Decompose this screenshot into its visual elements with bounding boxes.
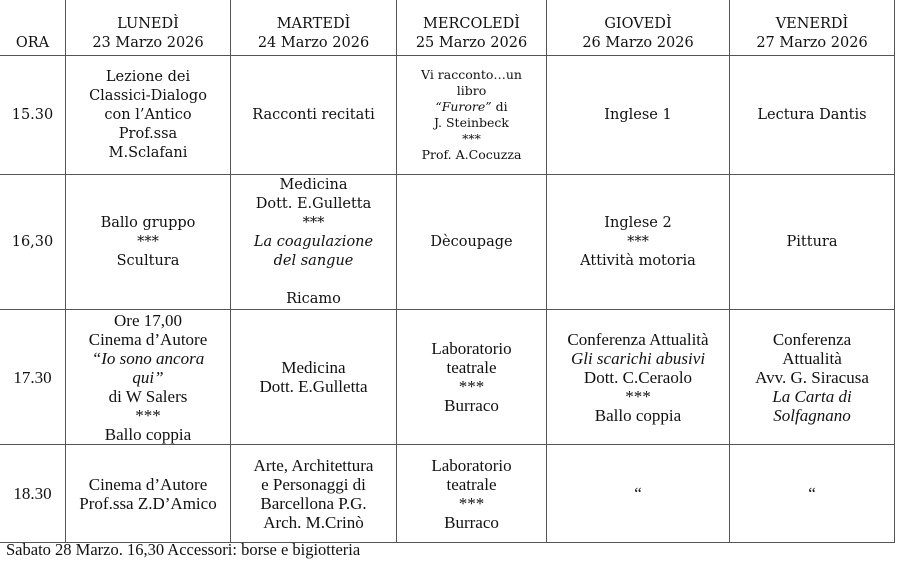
cell-line: [399, 83, 544, 99]
cell-line: [233, 513, 394, 532]
text-segment: Prof. A.Cocuzza: [421, 147, 522, 162]
text-segment: Arch. M.Crinò: [263, 512, 364, 532]
cell-line: [233, 252, 394, 271]
text-segment: Vi racconto…un: [421, 67, 522, 82]
text-segment: Barcellona P.G.: [260, 493, 367, 513]
cell-line: [68, 87, 228, 106]
header-day: MERCOLEDÌ: [423, 16, 520, 32]
text-segment: qui”: [132, 367, 164, 387]
text-segment: Ballo coppia: [104, 424, 192, 444]
text-segment: Laboratorio: [431, 339, 512, 358]
cell-line: [732, 406, 892, 425]
time-cell: 17.30: [0, 310, 66, 445]
text-segment: “Io sono ancora: [91, 348, 205, 368]
text-segment: Medicina: [281, 358, 346, 377]
cell-line: [233, 106, 394, 125]
table-row: [0, 175, 895, 310]
cell-venerdi: [730, 445, 895, 543]
text-segment: M.Sclafani: [108, 144, 188, 161]
text-segment: Arte, Architettura: [253, 455, 374, 475]
cell-line: [399, 233, 544, 252]
text-segment: Attività motoria: [580, 252, 696, 269]
cell-line: [732, 233, 892, 252]
cell-line: [549, 330, 727, 349]
header-date: 24 Marzo 2026: [257, 35, 370, 51]
cell-line: [68, 387, 228, 406]
cell-line: [68, 494, 228, 513]
time-cell: 16,30: [0, 175, 66, 310]
cell-line: [233, 290, 394, 309]
cell-line: [233, 475, 394, 494]
text-segment: di: [491, 99, 508, 114]
text-segment: Ore 17,00: [114, 310, 182, 330]
text-segment: con l’Antico: [104, 106, 192, 123]
text-segment: ***: [458, 377, 485, 396]
text-segment: e Personaggi di: [261, 474, 366, 494]
text-segment: Gli scarichi abusivi: [570, 348, 706, 368]
time-cell: 18.30: [0, 445, 66, 543]
cell-mercoledi: [397, 445, 547, 543]
text-segment: Cinema d’Autore: [88, 474, 208, 494]
text-segment: Ballo coppia: [594, 405, 682, 425]
footer-note: Sabato 28 Marzo. 16,30 Accessori: borse e bigiotteria: [6, 540, 361, 559]
cell-mercoledi: [397, 175, 547, 310]
cell-line: [549, 106, 727, 125]
cell-line: [399, 67, 544, 83]
header-day: LUNEDÌ: [117, 16, 179, 32]
header-ora: ORA: [0, 0, 66, 56]
cell-line: [399, 99, 544, 115]
cell-line: [68, 68, 228, 87]
cell-line: [399, 377, 544, 396]
cell-venerdi: [730, 175, 895, 310]
cell-venerdi: [730, 310, 895, 445]
cell-line: [233, 214, 394, 233]
cell-line: [233, 233, 394, 252]
cell-line: [732, 387, 892, 406]
cell-line: [399, 131, 544, 147]
text-segment: Ricamo: [286, 290, 341, 307]
text-segment: Avv. G. Siracusa: [755, 367, 869, 387]
cell-line: [233, 377, 394, 396]
header-giovedi: [547, 0, 730, 56]
text-segment: Racconti recitati: [252, 106, 375, 123]
header-day: MARTEDÌ: [276, 16, 351, 32]
cell-line: [233, 494, 394, 513]
text-segment: Conferenza: [772, 329, 852, 349]
cell-line: [399, 147, 544, 163]
text-segment: Inglese 1: [604, 106, 672, 123]
cell-line: [233, 195, 394, 214]
cell-line: [399, 115, 544, 131]
cell-mercoledi: [397, 310, 547, 445]
cell-line: [399, 513, 544, 532]
cell-line: [68, 330, 228, 349]
cell-martedi: [231, 445, 397, 543]
text-segment: Burraco: [444, 396, 499, 415]
header-row: [0, 0, 895, 56]
table-row: [0, 56, 895, 175]
header-day: VENERDÌ: [775, 16, 849, 32]
text-segment: Laboratorio: [431, 455, 512, 475]
text-segment: Attualità: [782, 348, 842, 368]
text-segment: Scultura: [116, 252, 180, 269]
cell-line: [399, 339, 544, 358]
cell-line: [233, 358, 394, 377]
text-segment: Dott. E.Gulletta: [259, 377, 368, 396]
cell-giovedi: [547, 310, 730, 445]
text-segment: Solfagnano: [773, 405, 851, 425]
text-segment: La Carta di: [772, 386, 852, 406]
cell-line: [399, 396, 544, 415]
cell-line: [399, 358, 544, 377]
text-segment: Inglese 2: [604, 214, 672, 231]
cell-lunedi: [66, 310, 231, 445]
text-segment: ***: [135, 405, 161, 425]
header-date: 23 Marzo 2026: [92, 35, 204, 51]
header-date: 27 Marzo 2026: [756, 35, 868, 51]
cell-martedi: [231, 56, 397, 175]
cell-line: [732, 106, 892, 125]
cell-line: [549, 252, 727, 271]
cell-line: [732, 484, 892, 503]
text-segment: Medicina: [279, 176, 348, 193]
table-row: [0, 445, 895, 543]
cell-line: [549, 387, 727, 406]
cell-line: [68, 475, 228, 494]
text-segment: Dott. C.Ceraolo: [583, 367, 693, 387]
cell-line: [68, 425, 228, 444]
cell-lunedi: [66, 56, 231, 175]
text-segment: ***: [302, 214, 325, 231]
cell-line: [399, 456, 544, 475]
header-date: 26 Marzo 2026: [582, 35, 694, 51]
cell-line: [549, 484, 727, 503]
cell-line: [68, 214, 228, 233]
cell-martedi: [231, 310, 397, 445]
header-mercoledi: [397, 0, 547, 56]
text-segment: teatrale: [446, 358, 497, 377]
text-segment: del sangue: [273, 252, 354, 269]
text-segment: Burraco: [444, 512, 499, 532]
header-date: 25 Marzo 2026: [415, 35, 528, 51]
cell-line: [68, 106, 228, 125]
cell-line: [68, 311, 228, 330]
cell-line: [549, 406, 727, 425]
cell-line: [549, 214, 727, 233]
header-day: GIOVEDÌ: [604, 16, 672, 32]
text-segment: Lectura Dantis: [757, 106, 867, 123]
text-segment: ***: [137, 233, 159, 250]
text-segment: Dècoupage: [430, 233, 513, 250]
text-segment: teatrale: [446, 474, 497, 494]
cell-line: [399, 494, 544, 513]
cell-line: [68, 368, 228, 387]
cell-venerdi: [730, 56, 895, 175]
text-segment: di W Salers: [108, 386, 188, 406]
header-venerdi: [730, 0, 895, 56]
table-row: [0, 310, 895, 445]
cell-giovedi: [547, 56, 730, 175]
text-segment: ***: [462, 131, 481, 146]
cell-line: [233, 176, 394, 195]
text-segment: Conferenza Attualità: [567, 329, 709, 349]
text-segment: libro: [456, 83, 487, 98]
time-cell: 15.30: [0, 56, 66, 175]
cell-line: [68, 252, 228, 271]
cell-lunedi: [66, 445, 231, 543]
cell-line: [68, 349, 228, 368]
text-segment: La coagulazione: [253, 233, 374, 250]
cell-line: [732, 349, 892, 368]
cell-line: [399, 475, 544, 494]
cell-line: [549, 368, 727, 387]
cell-line: [68, 233, 228, 252]
header-lunedi: [66, 0, 231, 56]
text-segment: Prof.ssa: [118, 125, 178, 142]
text-segment: ***: [627, 233, 649, 250]
text-segment: J. Steinbeck: [434, 115, 509, 130]
cell-line: [549, 233, 727, 252]
text-segment: Ballo gruppo: [100, 214, 196, 231]
cell-martedi: [231, 175, 397, 310]
cell-line: [732, 330, 892, 349]
text-segment: Dott. E.Gulletta: [255, 195, 372, 212]
text-segment: “: [808, 484, 816, 503]
cell-giovedi: [547, 445, 730, 543]
text-segment: Pittura: [786, 233, 838, 250]
cell-mercoledi: [397, 56, 547, 175]
cell-lunedi: [66, 175, 231, 310]
text-segment: “Furore”: [435, 99, 492, 114]
cell-giovedi: [547, 175, 730, 310]
cell-line: [68, 144, 228, 163]
text-segment: ***: [458, 493, 485, 513]
cell-line: [68, 125, 228, 144]
cell-line: [732, 368, 892, 387]
text-segment: Lezione dei: [105, 68, 191, 85]
text-segment: Classici-Dialogo: [89, 87, 207, 104]
header-martedi: [231, 0, 397, 56]
text-segment: Prof.ssa Z.D’Amico: [79, 493, 217, 513]
cell-line: [549, 349, 727, 368]
cell-line: [68, 406, 228, 425]
cell-line: [233, 271, 394, 290]
text-segment: “: [634, 484, 642, 503]
text-segment: ***: [625, 386, 651, 406]
cell-line: [233, 456, 394, 475]
text-segment: Cinema d’Autore: [88, 329, 208, 349]
